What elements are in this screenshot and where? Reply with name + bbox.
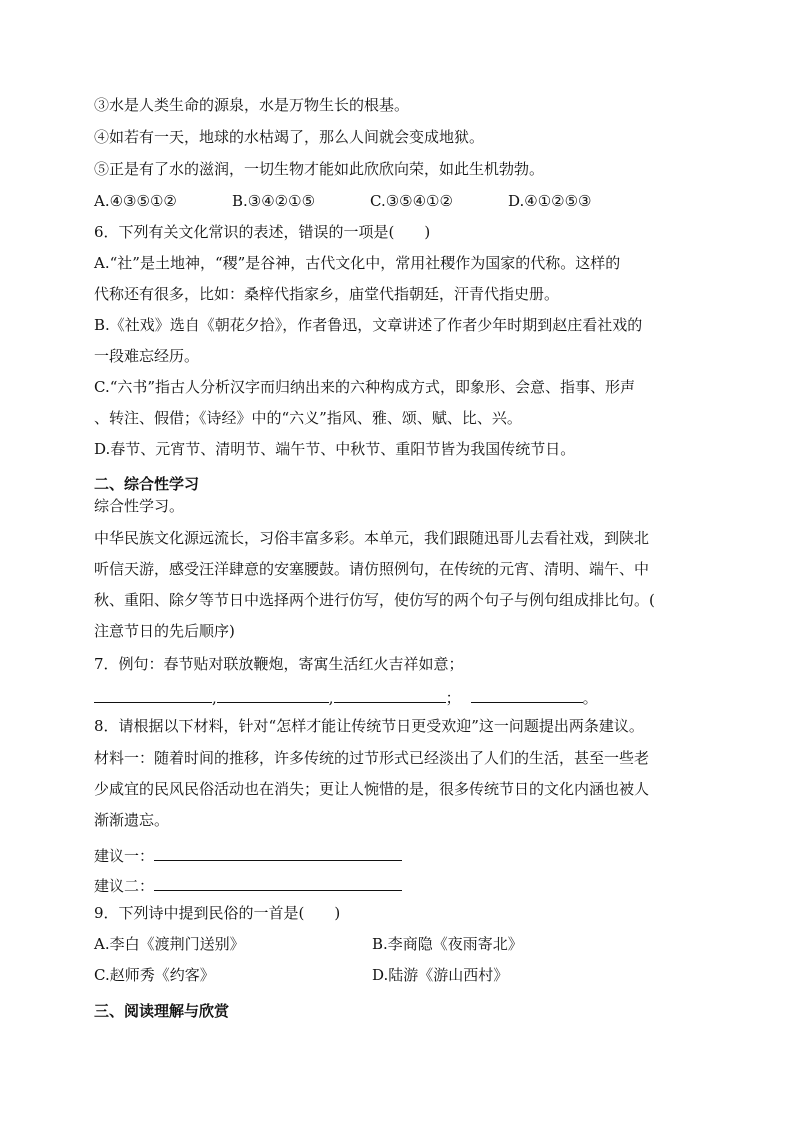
q8-stem: 8．请根据以下材料，针对“怎样才能让传统节日更受欢迎”这一问题提出两条建议。 — [94, 717, 644, 735]
q6-option-b-line2: 一段难忘经历。 — [94, 347, 200, 365]
q5-option-c: C.③⑤④①② — [370, 192, 453, 210]
q7-stem: 7．例句：春节贴对联放鞭炮，寄寓生活红火吉祥如意； — [94, 655, 464, 673]
sentence-5: ⑤正是有了水的滋润，一切生物才能如此欣欣向荣，如此生机勃勃。 — [94, 160, 545, 178]
q7-blank-1[interactable] — [94, 686, 212, 703]
q9-option-b: B.李商隐《夜雨寄北》 — [372, 935, 523, 953]
q5-option-a: A.④③⑤①② — [94, 192, 177, 210]
q6-option-b-line1: B.《社戏》选自《朝花夕拾》，作者鲁迅，文章讲述了作者少年时期到赵庄看社戏的 — [94, 316, 643, 334]
sentence-4: ④如若有一天，地球的水枯竭了，那么人间就会变成地狱。 — [94, 128, 485, 146]
q6-option-c-line1: C.“六书”指古人分析汉字而归纳出来的六种构成方式，即象形、会意、指事、形声 — [94, 378, 636, 396]
q7-end-mark: 。 — [582, 689, 598, 707]
q5-options — [94, 191, 592, 211]
q6-option-a-line2: 代称还有很多，比如：桑梓代指家乡，庙堂代指朝廷，汗青代指史册。 — [94, 285, 560, 303]
q8-material-line2: 少咸宜的民风民俗活动也在消失；更让人惋惜的是，很多传统节日的文化内涵也被人 — [94, 780, 650, 798]
q7-blank-3[interactable] — [334, 686, 446, 703]
q7-separator-1: , — [212, 689, 217, 707]
q7-separator-3: ； — [445, 689, 461, 707]
section-3-title: 三、阅读理解与欣赏 — [94, 1002, 230, 1020]
q5-option-b: B.③④②①⑤ — [232, 192, 316, 210]
section-2-paragraph-line3: 秋、重阳、除夕等节日中选择两个进行仿写，使仿写的两个句子与例句组成排比句。( — [94, 591, 655, 609]
section-2-paragraph-line4: 注意节日的先后顺序) — [94, 622, 235, 640]
q6-stem: 6．下列有关文化常识的表述，错误的一项是( ) — [94, 223, 431, 241]
q8-suggestion-1-row — [94, 844, 402, 866]
q7-answer-row — [94, 686, 598, 708]
q5-option-d: D.④①②⑤③ — [508, 192, 592, 210]
q9-option-d: D.陆游《游山西村》 — [372, 966, 509, 984]
q8-suggestion-2-blank[interactable] — [154, 874, 402, 891]
q7-separator-2: , — [328, 689, 334, 707]
q6-option-a-line1: A.“社”是土地神，“稷”是谷神，古代文化中，常用社稷作为国家的代称。这样的 — [94, 254, 621, 272]
section-2-paragraph-line2: 听信天游，感受汪洋肆意的安塞腰鼓。请仿照例句，在传统的元宵、清明、端午、中 — [94, 560, 650, 578]
q8-material-line3: 渐渐遗忘。 — [94, 811, 170, 829]
section-2-title: 二、综合性学习 — [94, 475, 200, 493]
q8-suggestion-2-row — [94, 874, 402, 896]
section-2-subtitle: 综合性学习。 — [94, 497, 185, 515]
q8-material-line1: 材料一：随着时间的推移，许多传统的过节形式已经淡出了人们的生活，甚至一些老 — [94, 749, 650, 767]
q8-suggestion-1-label: 建议一： — [94, 847, 155, 865]
q9-option-a: A.李白《渡荆门送别》 — [94, 935, 245, 953]
sentence-3: ③水是人类生命的源泉，水是万物生长的根基。 — [94, 96, 410, 114]
q8-suggestion-2-label: 建议二： — [94, 877, 155, 895]
q7-blank-2[interactable] — [217, 686, 329, 703]
q6-option-d: D.春节、元宵节、清明节、端午节、中秋节、重阳节皆为我国传统节日。 — [94, 440, 576, 458]
q9-option-c: C.赵师秀《约客》 — [94, 966, 215, 984]
q9-stem: 9．下列诗中提到民俗的一首是( ) — [94, 904, 341, 922]
q7-blank-4[interactable] — [471, 686, 583, 703]
q6-option-c-line2: 、转注、假借；《诗经》中的“六义”指风、雅、颂、赋、比、兴。 — [94, 409, 522, 427]
q8-suggestion-1-blank[interactable] — [154, 844, 402, 861]
section-2-paragraph-line1: 中华民族文化源远流长，习俗丰富多彩。本单元，我们跟随迅哥儿去看社戏，到陕北 — [94, 529, 650, 547]
